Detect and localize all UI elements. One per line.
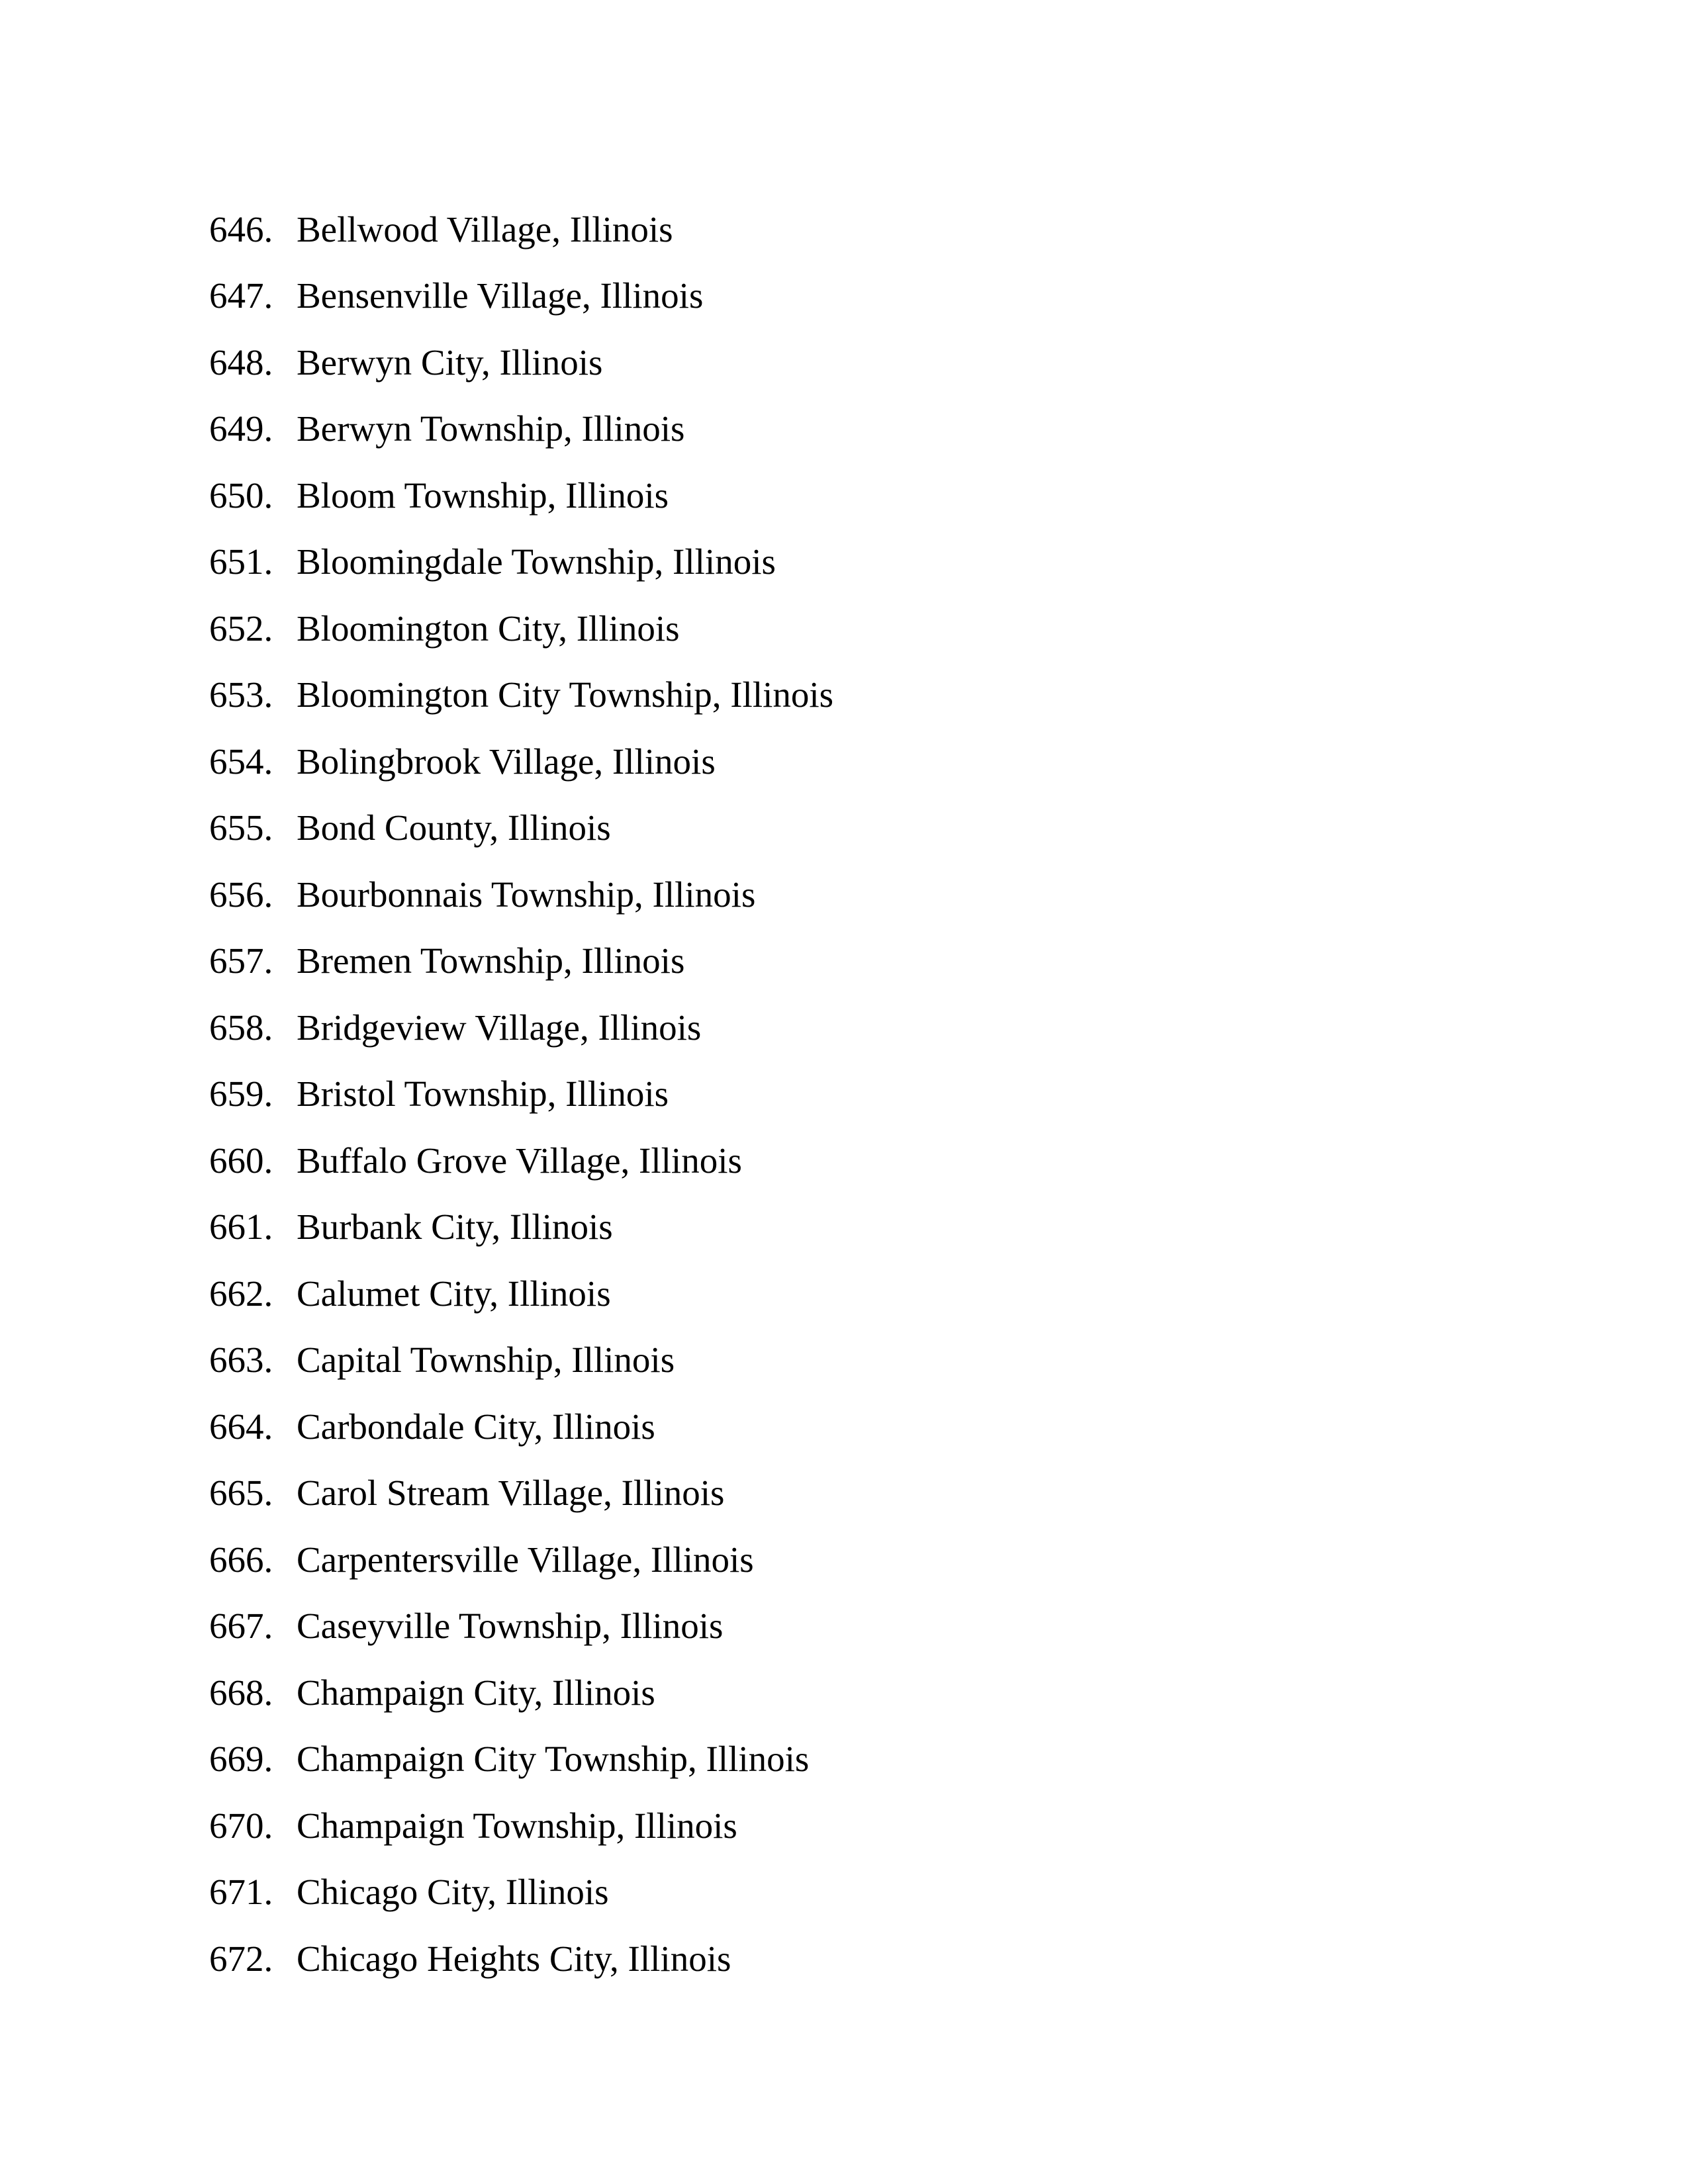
list-item (209, 1526, 833, 1593)
list-item (209, 1127, 833, 1194)
list-item-text: Bloomington City, Illinois (297, 608, 680, 649)
list-item-text: Carbondale City, Illinois (297, 1406, 655, 1447)
list-item-number: 656. (209, 874, 273, 915)
list-item-number: 669. (209, 1739, 273, 1780)
list-item-text: Champaign Township, Illinois (297, 1805, 737, 1846)
list-item-number: 658. (209, 1007, 273, 1048)
list-item-number: 664. (209, 1406, 273, 1447)
list-item (209, 1460, 833, 1527)
list-item (209, 1327, 833, 1394)
list-item-text: Bridgeview Village, Illinois (297, 1007, 702, 1048)
list-item-text: Bensenville Village, Illinois (297, 275, 704, 316)
list-item-number: 668. (209, 1672, 273, 1713)
list-item-text: Capital Township, Illinois (297, 1340, 675, 1381)
list-item-text: Champaign City, Illinois (297, 1672, 655, 1713)
list-item (209, 595, 833, 662)
list-item (209, 396, 833, 463)
list-item-text: Burbank City, Illinois (297, 1206, 613, 1248)
list-item-text: Bloom Township, Illinois (297, 475, 669, 516)
list-item-number: 666. (209, 1539, 273, 1580)
list-item (209, 263, 833, 330)
list-item-text: Caseyville Township, Illinois (297, 1606, 724, 1647)
list-item-number: 647. (209, 275, 273, 316)
list-item-number: 665. (209, 1473, 273, 1514)
list-item-number: 670. (209, 1805, 273, 1846)
list-item-number: 648. (209, 341, 273, 383)
list-item (209, 1194, 833, 1261)
list-item-number: 655. (209, 807, 273, 848)
list-item-number: 663. (209, 1340, 273, 1381)
list-item (209, 1859, 833, 1926)
list-item-number: 653. (209, 674, 273, 715)
list-item (209, 861, 833, 928)
list-item (209, 1393, 833, 1460)
list-item-number: 652. (209, 608, 273, 649)
list-item-number: 659. (209, 1073, 273, 1115)
list-item (209, 728, 833, 795)
list-item-text: Bremen Township, Illinois (297, 940, 685, 981)
list-item (209, 1061, 833, 1128)
list-item-text: Berwyn Township, Illinois (297, 408, 685, 449)
list-item-text: Bristol Township, Illinois (297, 1073, 669, 1115)
list-item-text: Calumet City, Illinois (297, 1273, 611, 1314)
list-item-number: 661. (209, 1206, 273, 1248)
list-item-text: Berwyn City, Illinois (297, 341, 603, 383)
numbered-list (209, 196, 833, 1992)
list-item-text: Bond County, Illinois (297, 807, 611, 848)
list-item-text: Champaign City Township, Illinois (297, 1739, 810, 1780)
list-item-number: 646. (209, 208, 273, 250)
list-item-number: 649. (209, 408, 273, 449)
list-item (209, 1593, 833, 1660)
list-item (209, 928, 833, 995)
list-item-text: Bolingbrook Village, Illinois (297, 741, 716, 782)
list-item-text: Buffalo Grove Village, Illinois (297, 1140, 742, 1181)
list-item-text: Bourbonnais Township, Illinois (297, 874, 756, 915)
list-item-number: 654. (209, 741, 273, 782)
list-item (209, 1726, 833, 1793)
list-item (209, 994, 833, 1061)
list-item (209, 462, 833, 529)
list-item-number: 651. (209, 541, 273, 582)
list-item (209, 1260, 833, 1327)
list-item-text: Bloomington City Township, Illinois (297, 674, 834, 715)
list-item-number: 650. (209, 475, 273, 516)
list-item (209, 329, 833, 396)
list-item-number: 662. (209, 1273, 273, 1314)
list-item (209, 196, 833, 263)
list-item-number: 672. (209, 1938, 273, 1979)
list-item-number: 657. (209, 940, 273, 981)
list-item (209, 1659, 833, 1726)
list-item-text: Chicago City, Illinois (297, 1872, 609, 1913)
list-item (209, 529, 833, 596)
list-item-text: Bellwood Village, Illinois (297, 208, 673, 250)
list-item (209, 795, 833, 862)
list-item-number: 667. (209, 1606, 273, 1647)
list-item-number: 660. (209, 1140, 273, 1181)
list-item-text: Carol Stream Village, Illinois (297, 1473, 725, 1514)
list-item (209, 662, 833, 729)
list-item (209, 1792, 833, 1859)
list-item-text: Bloomingdale Township, Illinois (297, 541, 776, 582)
list-item (209, 1925, 833, 1992)
list-item-number: 671. (209, 1872, 273, 1913)
list-item-text: Chicago Heights City, Illinois (297, 1938, 731, 1979)
list-item-text: Carpentersville Village, Illinois (297, 1539, 754, 1580)
